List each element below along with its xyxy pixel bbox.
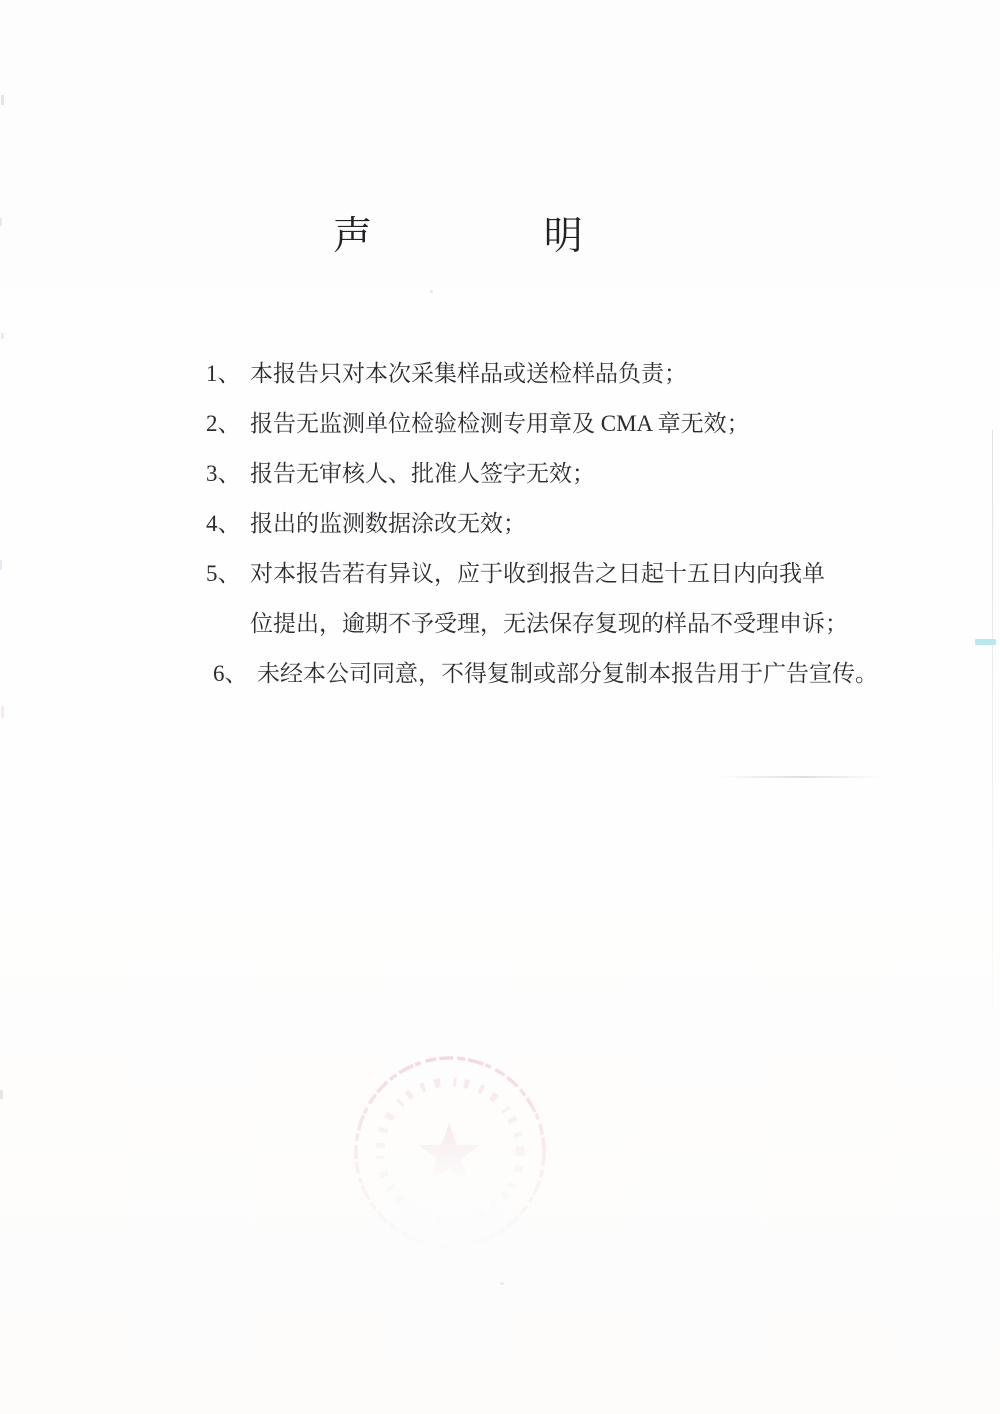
scan-artifact-speck <box>430 290 433 293</box>
scan-artifact-streak <box>718 776 884 778</box>
scan-artifact-speck <box>1 333 4 339</box>
scan-artifact-speck <box>500 1282 504 1285</box>
scan-artifact-speck <box>0 560 2 570</box>
item-line: 未经本公司同意，不得复制或部分复制本报告用于广告宣传。 <box>257 661 878 686</box>
seal-star-icon <box>419 1123 480 1181</box>
scan-artifact-right-line <box>992 430 993 1010</box>
item-number: 5、 <box>206 561 241 586</box>
statement-item-2 <box>206 399 896 449</box>
page-title: 声 明 <box>333 215 584 258</box>
item-line: 对本报告若有异议，应于收到报告之日起十五日内向我单 <box>250 561 825 586</box>
item-line: 报出的监测数据涂改无效； <box>250 511 526 536</box>
company-seal-stamp <box>349 1052 555 1258</box>
item-number: 1、 <box>206 361 241 386</box>
statement-item-5 <box>206 549 896 649</box>
scan-artifact-speck <box>0 218 2 226</box>
statement-item-6 <box>213 649 896 699</box>
item-line: 报告无监测单位检验检测专用章及 CMA 章无效； <box>250 411 750 436</box>
item-number: 6、 <box>213 661 248 686</box>
item-line: 报告无审核人、批准人签字无效； <box>250 461 595 486</box>
statement-list <box>206 349 896 699</box>
statement-item-3 <box>206 449 896 499</box>
statement-item-4 <box>206 499 896 549</box>
statement-item-1 <box>206 349 896 399</box>
scan-artifact-cyan-dash <box>975 639 996 645</box>
scan-artifact-speck <box>1 706 4 718</box>
item-line: 本报告只对本次采集样品或送检样品负责； <box>250 361 687 386</box>
item-number: 4、 <box>206 511 241 536</box>
item-number: 3、 <box>206 461 241 486</box>
item-number: 2、 <box>206 411 241 436</box>
scan-artifact-speck <box>1 95 4 105</box>
scan-artifact-speck <box>0 1090 3 1099</box>
item-line: 位提出，逾期不予受理，无法保存复现的样品不受理申诉； <box>250 611 848 636</box>
